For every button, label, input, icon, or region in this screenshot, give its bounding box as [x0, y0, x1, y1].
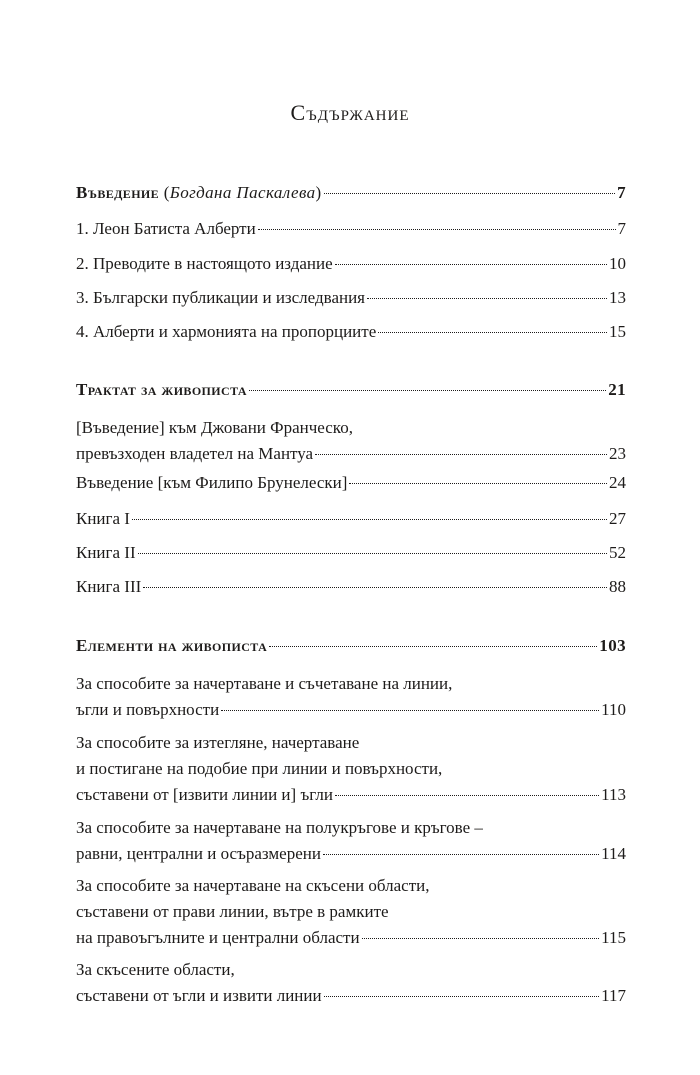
toc-item[interactable] — [76, 574, 626, 600]
entry-text: Въведение [към Филипо Брунелески] — [76, 473, 348, 492]
toc-item[interactable] — [76, 319, 626, 345]
page-number: 10 — [609, 254, 626, 273]
toc-item[interactable] — [76, 415, 626, 467]
entry-text: превъзходен владетел на Мантуа — [76, 444, 314, 463]
page-number: 15 — [609, 322, 626, 341]
dot-leader — [335, 795, 599, 796]
page-number: 7 — [617, 219, 626, 238]
page-number: 115 — [601, 928, 626, 947]
entry-text: ъгли и повърхности — [76, 700, 220, 719]
dot-leader — [143, 587, 607, 588]
page-title: Съдържание — [290, 100, 410, 125]
entry-text-line: и постигане на подобие при линии и повърхности, — [76, 759, 443, 778]
page-number: 24 — [609, 473, 626, 492]
page-number: 88 — [609, 577, 626, 596]
section-author: Богдана Паскалева — [169, 183, 316, 202]
dot-leader — [362, 938, 600, 939]
dot-leader — [335, 264, 607, 265]
page-number: 103 — [599, 636, 626, 655]
toc-section-intro[interactable] — [76, 180, 626, 206]
section-title: Въведение (Богдана Паскалева) — [76, 183, 322, 202]
toc-item[interactable] — [76, 251, 626, 277]
entry-text: 2. Преводите в настоящото издание — [76, 254, 333, 273]
entry-text-line: [Въведение] към Джовани Франческо, — [76, 418, 353, 437]
toc-item[interactable] — [76, 671, 626, 723]
page-number: 13 — [609, 288, 626, 307]
entry-text: равни, централни и осъразмерени — [76, 844, 321, 863]
section-title: Елементи на живописта — [76, 636, 268, 655]
page-number: 114 — [601, 844, 626, 863]
page-number: 21 — [608, 380, 626, 399]
entry-text-line: съставени от прави линии, вътре в рамките — [76, 902, 389, 921]
dot-leader — [249, 390, 606, 391]
entry-text-line: За способите за начертаване и съчетаване на линии, — [76, 674, 453, 693]
dot-leader — [221, 710, 599, 711]
page-number: 7 — [617, 183, 626, 202]
toc-item[interactable] — [76, 540, 626, 566]
page-number: 52 — [609, 543, 626, 562]
dot-leader — [138, 553, 607, 554]
toc-section-elements[interactable] — [76, 633, 626, 659]
dot-leader — [132, 519, 607, 520]
dot-leader — [258, 229, 616, 230]
entry-text: 4. Алберти и хармонията на пропорциите — [76, 322, 377, 341]
toc-item[interactable] — [76, 285, 626, 311]
dot-leader — [324, 996, 600, 997]
page-number: 27 — [609, 509, 626, 528]
toc-item[interactable] — [76, 216, 626, 242]
toc-item[interactable] — [76, 470, 626, 496]
entry-text: на правоъгълните и централни области — [76, 928, 360, 947]
entry-text: съставени от ъгли и извити линии — [76, 986, 322, 1005]
entry-text: съставени от [извити линии и] ъгли — [76, 785, 333, 804]
page-number: 110 — [601, 700, 626, 719]
dot-leader — [324, 193, 616, 194]
entry-text-line: За способите за начертаване на полукръгове и кръгове – — [76, 818, 483, 837]
entry-text: Книга I — [76, 509, 130, 528]
dot-leader — [378, 332, 607, 333]
entry-text: Книга III — [76, 577, 142, 596]
toc-item[interactable] — [76, 957, 626, 1009]
entry-text-line: За способите за изтегляне, начертаване — [76, 733, 360, 752]
dot-leader — [269, 646, 597, 647]
dot-leader — [323, 854, 599, 855]
entry-text-line: За способите за начертаване на скъсени области, — [76, 876, 430, 895]
page-number: 117 — [601, 986, 626, 1005]
page-number: 23 — [609, 444, 626, 463]
entry-text: Книга II — [76, 543, 136, 562]
dot-leader — [315, 454, 607, 455]
toc-section-treatise[interactable] — [76, 377, 626, 403]
toc-item[interactable] — [76, 873, 626, 951]
entry-text: 1. Леон Батиста Алберти — [76, 219, 256, 238]
toc-item[interactable] — [76, 506, 626, 532]
page-number: 113 — [601, 785, 626, 804]
entry-text: 3. Български публикации и изследвания — [76, 288, 365, 307]
toc-item[interactable] — [76, 730, 626, 808]
dot-leader — [367, 298, 607, 299]
entry-text-line: За скъсените области, — [76, 960, 235, 979]
dot-leader — [349, 483, 607, 484]
section-title: Трактат за живописта — [76, 380, 247, 399]
toc-item[interactable] — [76, 815, 626, 867]
